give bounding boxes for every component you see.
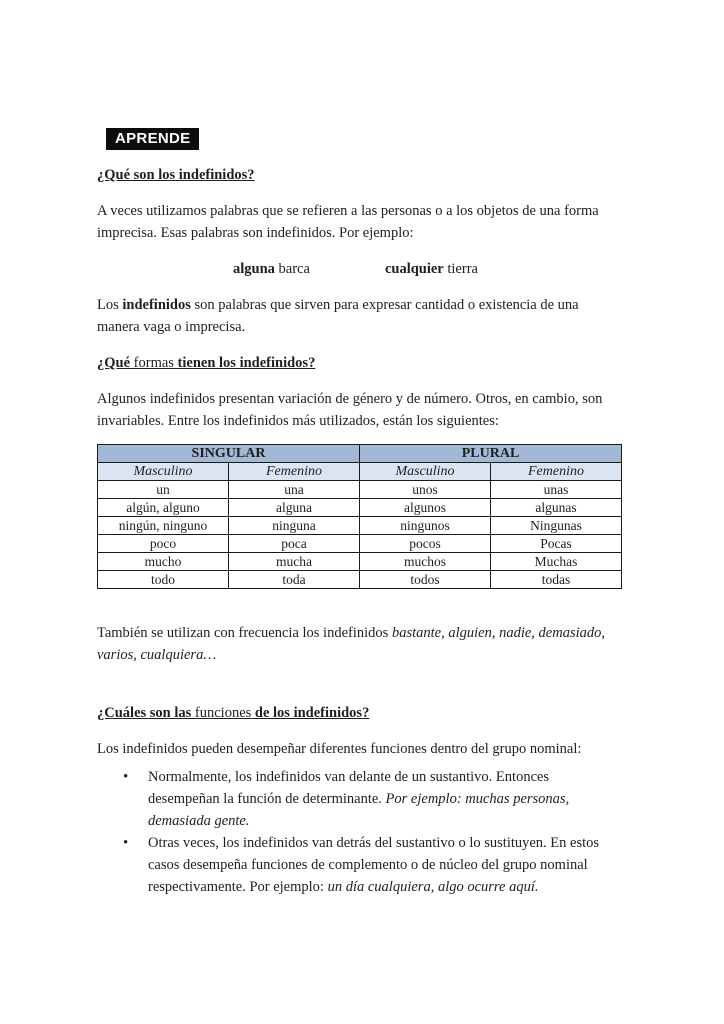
table-cell: toda — [229, 571, 360, 589]
column-header-femenino-singular: Femenino — [229, 463, 360, 481]
table-row — [98, 481, 622, 499]
table-cell: unos — [360, 481, 491, 499]
paragraph-intro: A veces utilizamos palabras que se refieren a las personas o a los objetos de una forma imprecisa. Esas palabras son indefinidos. Por ejemplo: — [97, 203, 599, 241]
bullet-list — [97, 766, 622, 898]
tambien-italic: bastante, alguien, nadie, demasiado, varios, cualquiera… — [97, 625, 605, 663]
example-cualquier-tierra — [385, 261, 478, 277]
table-row — [98, 517, 622, 535]
table-cell: pocos — [360, 535, 491, 553]
table-cell: poco — [98, 535, 229, 553]
column-header-masculino-singular: Masculino — [98, 463, 229, 481]
column-header-femenino-plural: Femenino — [491, 463, 622, 481]
table-cell: alguna — [229, 499, 360, 517]
table-cell: una — [229, 481, 360, 499]
table-cell: ninguna — [229, 517, 360, 535]
table-cell: ningún, ninguno — [98, 517, 229, 535]
heading-segment-bold: ¿Qué — [97, 355, 134, 371]
table-cell: muchos — [360, 553, 491, 571]
heading-segment-bold: de los indefinidos? — [251, 705, 370, 721]
paragraph-funciones: Los indefinidos pueden desempeñar diferentes funciones dentro del grupo nominal: — [97, 741, 582, 757]
document-content — [97, 128, 622, 898]
table-cell: poca — [229, 535, 360, 553]
column-header-masculino-plural: Masculino — [360, 463, 491, 481]
table-row — [98, 535, 622, 553]
table-column-header-row — [98, 463, 622, 481]
table-cell: todo — [98, 571, 229, 589]
paragraph-definition — [97, 294, 622, 338]
table-cell: unas — [491, 481, 622, 499]
bullet-text: Otras veces, los indefinidos van detrás del sustantivo o lo sustituyen. En estos casos desempeña funciones de complemento o de núcleo del grupo nominal respectivamente. Por ejemplo: — [148, 835, 600, 895]
bullet-item-complemento — [97, 832, 622, 898]
bullet-item-determinante — [97, 766, 622, 832]
example-rest: barca — [274, 261, 310, 277]
table-cell: un — [98, 481, 229, 499]
table-cell: todos — [360, 571, 491, 589]
table-cell: mucha — [229, 553, 360, 571]
definition-pre: Los — [97, 297, 123, 313]
example-alguna-barca — [233, 261, 310, 277]
paragraph-tambien — [97, 622, 622, 666]
table-cell: algunas — [491, 499, 622, 517]
paragraph-formas: Algunos indefinidos presentan variación de género y de número. Otros, en cambio, son invariables. Entre los indefinidos más utilizados, están los siguientes: — [97, 391, 603, 429]
heading-segment-regular: funciones — [194, 705, 252, 721]
heading-text: ¿Qué son los indefinidos? — [97, 167, 255, 183]
table-cell: Ningunas — [491, 517, 622, 535]
table-cell: algunos — [360, 499, 491, 517]
aprende-badge: APRENDE — [106, 128, 199, 150]
heading-segment-bold: tienen los indefinidos? — [173, 355, 316, 371]
table-cell: mucho — [98, 553, 229, 571]
bullet-example-italic: Por ejemplo: muchas personas, demasiada gente. — [148, 791, 570, 829]
table-row — [98, 553, 622, 571]
tambien-regular: También se utilizan con frecuencia los indefinidos — [97, 625, 392, 641]
examples-line — [97, 258, 622, 280]
group-header-plural: PLURAL — [360, 445, 622, 463]
example-rest: tierra — [443, 261, 478, 277]
table-cell: Muchas — [491, 553, 622, 571]
table-group-header-row — [98, 445, 622, 463]
bullet-example-italic: un día cualquiera, algo ocurre aquí. — [327, 879, 539, 895]
example-bold-word: alguna — [233, 261, 275, 277]
heading-que-son-los-indefinidos — [97, 164, 622, 186]
table-cell: ningunos — [360, 517, 491, 535]
table-cell: algún, alguno — [98, 499, 229, 517]
table-row — [98, 571, 622, 589]
table-cell: Pocas — [491, 535, 622, 553]
group-header-singular: SINGULAR — [98, 445, 360, 463]
heading-cuales-funciones — [97, 702, 622, 724]
heading-segment-bold: ¿Cuáles son las — [97, 705, 195, 721]
definition-post: son palabras que sirven para expresar cantidad o existencia de una manera vaga o imprecisa. — [97, 297, 579, 335]
table-cell: todas — [491, 571, 622, 589]
heading-segment-regular: formas — [133, 355, 174, 371]
bullet-text: Normalmente, los indefinidos van delante de un sustantivo. Entonces desempeñan la función de determinante. — [148, 769, 550, 807]
indefinidos-table — [97, 444, 622, 589]
definition-bold: indefinidos — [122, 297, 191, 313]
table-row — [98, 499, 622, 517]
example-bold-word: cualquier — [384, 261, 444, 277]
heading-que-formas — [97, 352, 622, 374]
